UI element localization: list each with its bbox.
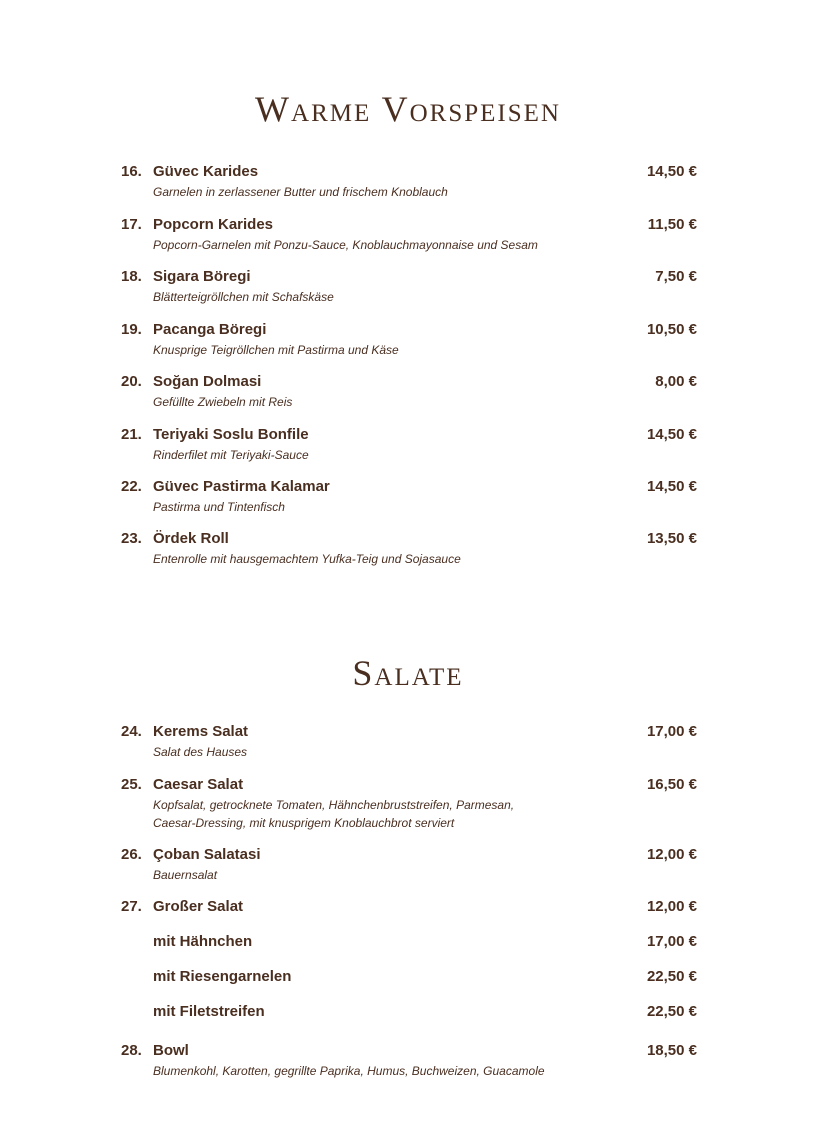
- item-name: mit Filetstreifen: [153, 1003, 265, 1020]
- item-price: 12,00 €: [646, 846, 697, 863]
- item-name: Çoban Salatasi: [153, 846, 261, 863]
- item-price: 14,50 €: [646, 426, 697, 443]
- item-number: 17.: [121, 216, 142, 233]
- item-description: Salat des Hauses: [153, 745, 248, 759]
- item-description: Rinderfilet mit Teriyaki-Sauce: [153, 448, 309, 462]
- item-price: 10,50 €: [646, 321, 697, 338]
- item-number: 22.: [121, 478, 142, 495]
- item-price: 13,50 €: [646, 530, 697, 547]
- item-name: Soğan Dolmasi: [153, 373, 262, 390]
- item-name: Caesar Salat: [153, 776, 244, 793]
- item-description: Popcorn-Garnelen mit Ponzu-Sauce, Knoblauchmayonnaise und Sesam: [153, 238, 538, 252]
- item-description: [153, 796, 633, 832]
- item-price: 11,50 €: [647, 216, 697, 233]
- item-description: Bauernsalat: [153, 868, 218, 882]
- item-description: Entenrolle mit hausgemachtem Yufka-Teig und Sojasauce: [153, 552, 461, 566]
- item-name: Bowl: [153, 1042, 189, 1059]
- item-price: 16,50 €: [646, 776, 697, 793]
- item-number: 16.: [121, 163, 142, 180]
- item-description-line-1: Kopfsalat, getrocknete Tomaten, Hähnchenbruststreifen, Parmesan,: [153, 798, 515, 812]
- item-name: Ördek Roll: [153, 530, 229, 547]
- item-price: 8,00 €: [655, 373, 697, 390]
- item-number: 20.: [121, 373, 142, 390]
- section-title-warme-vorspeisen: Warme Vorspeisen: [255, 89, 561, 129]
- item-name: Pacanga Böregi: [153, 321, 267, 338]
- item-price: 14,50 €: [646, 163, 697, 180]
- item-description: Pastirma und Tintenfisch: [153, 500, 285, 514]
- item-price: 14,50 €: [646, 478, 697, 495]
- item-price: 7,50 €: [655, 268, 697, 285]
- item-price: 12,00 €: [646, 898, 697, 915]
- item-price: 18,50 €: [646, 1042, 697, 1059]
- item-name: mit Riesengarnelen: [153, 968, 292, 985]
- item-number: 28.: [121, 1042, 142, 1059]
- item-price: 17,00 €: [646, 933, 697, 950]
- item-number: 27.: [121, 898, 142, 915]
- item-number: 26.: [121, 846, 142, 863]
- item-name: Großer Salat: [153, 898, 244, 915]
- section-title-salate: Salate: [352, 653, 464, 693]
- item-number: 18.: [121, 268, 142, 285]
- item-description: Garnelen in zerlassener Butter und frischem Knoblauch: [153, 185, 448, 199]
- item-description: Knusprige Teigröllchen mit Pastirma und Käse: [153, 343, 399, 357]
- item-price: 22,50 €: [646, 1003, 697, 1020]
- item-number: 21.: [121, 426, 142, 443]
- item-description: Gefüllte Zwiebeln mit Reis: [153, 395, 293, 409]
- item-number: 19.: [121, 321, 142, 338]
- item-price: 22,50 €: [646, 968, 697, 985]
- item-description-line-2: Caesar-Dressing, mit knusprigem Knoblauchbrot serviert: [153, 816, 455, 830]
- item-name: Güvec Pastirma Kalamar: [153, 478, 330, 495]
- item-number: 23.: [121, 530, 142, 547]
- item-number: 24.: [121, 723, 142, 740]
- item-name: Kerems Salat: [153, 723, 249, 740]
- item-name: Popcorn Karides: [153, 216, 274, 233]
- item-name: Teriyaki Soslu Bonfile: [153, 426, 309, 443]
- item-name: Güvec Karides: [153, 163, 259, 180]
- item-name: mit Hähnchen: [153, 933, 253, 950]
- item-description: Blumenkohl, Karotten, gegrillte Paprika, Humus, Buchweizen, Guacamole: [153, 1064, 545, 1078]
- item-name: Sigara Böregi: [153, 268, 251, 285]
- item-price: 17,00 €: [646, 723, 697, 740]
- item-description: Blätterteigröllchen mit Schafskäse: [153, 290, 334, 304]
- item-number: 25.: [121, 776, 142, 793]
